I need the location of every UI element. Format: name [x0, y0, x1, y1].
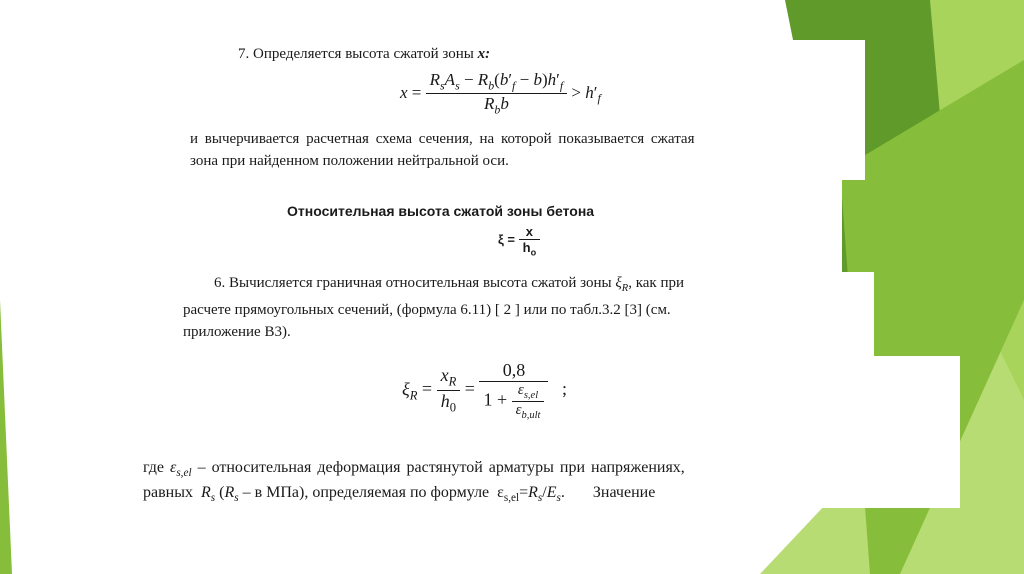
bottom-line2: равных $R_s$ ($R_s$ – в МПа), определяемая по формуле $\varepsilon_{s,el}=R_s/E_s$. Значение [143, 484, 656, 505]
sec7-line1: и вычерчивается расчетная схема сечения, на которой показывается сжатая [190, 131, 695, 147]
sec7-heading-text: 7. Определяется высота сжатой зоны [238, 46, 474, 62]
sec6-line1: 6. Вычисляется граничная относительная высота сжатой зоны $\xi_R$, как при [214, 275, 685, 294]
sec6-line2: расчете прямоугольных сечений, (формула 6.11) [ 2 ] или по табл.3.2 [3] (см. [183, 302, 671, 318]
formula-xi-rel: ξ = $\frac{x}{h_o}$ [498, 224, 540, 258]
sec7-line2: зона при найденном положении нейтральной оси. [190, 153, 509, 169]
formula-xi-r: $\xi_R$ = $\frac{x_R}{h_0}$ = 0,8 1 + $\frac{\varepsilon_{s,el}}{\varepsilon_{b,ult}}$ ; [402, 360, 567, 421]
sec7-heading [238, 46, 490, 63]
bottom-line2-end: Значение [592, 484, 656, 501]
formula-semicolon: ; [561, 378, 567, 399]
bottom-line1-rest: – относительная деформация растянутой арматуры при напряжениях, [197, 459, 685, 476]
bottom-line1: где $\varepsilon_{s,el}$ – относительная деформация растянутой арматуры при напряжениях, [143, 459, 685, 480]
bottom-line2-mid: – в МПа), определяемая по формуле [242, 484, 490, 501]
sec6-line1-text: 6. Вычисляется граничная относительная высота сжатой зоны [214, 275, 612, 291]
xi-numerator: 0,8 [502, 360, 526, 380]
bottom-line1-start: где [143, 459, 165, 476]
sec6-line1-tail: , как при [628, 275, 685, 291]
green-left-stripe [0, 300, 12, 574]
rel-title: Относительная высота сжатой зоны бетона [287, 203, 595, 219]
bottom-line2-start: равных [143, 484, 193, 501]
sec7-variable: x: [477, 46, 491, 62]
sec6-line3: приложение В3). [183, 324, 291, 340]
formula-x: x = $\frac{R_sA_s - R_b(b'_f - b)h'_f}{R_bb}$ > $h'_f$ [400, 70, 601, 117]
